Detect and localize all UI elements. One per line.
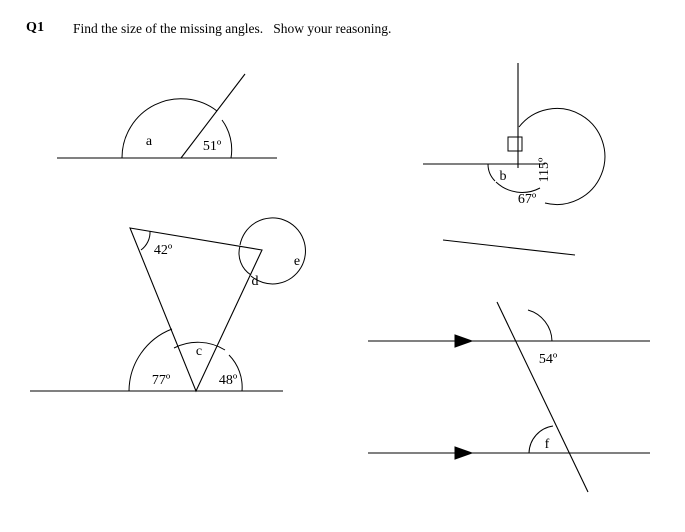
- question-number: Q1: [26, 20, 45, 35]
- fig2-label-67: 67º: [517, 192, 537, 207]
- fig2-label-115: 115º: [537, 157, 552, 183]
- fig3-label-48: 48º: [218, 373, 238, 388]
- fig2-arc-115: [519, 108, 605, 204]
- fig2-label-b: b: [499, 169, 507, 184]
- fig2-slant-line: [443, 240, 575, 255]
- fig1-arc-51: [222, 120, 232, 158]
- question-text: Find the size of the missing angles. Show your reasoning.: [73, 21, 392, 36]
- figure-parallel-lines-54-f: [368, 302, 650, 492]
- fig3-label-c: c: [195, 344, 203, 359]
- fig4-arc-f: [529, 426, 553, 453]
- fig4-label-f: f: [544, 437, 550, 452]
- fig4-arc-54: [528, 310, 552, 341]
- figure-angle-a-51: [57, 74, 277, 158]
- fig4-transversal-line: [497, 302, 588, 492]
- fig3-label-e: e: [293, 254, 301, 269]
- fig3-label-42: 42º: [153, 243, 173, 258]
- fig3-triangle: [130, 228, 262, 391]
- fig3-label-77: 77º: [151, 373, 171, 388]
- fig2-right-angle-marker: [508, 137, 522, 151]
- fig1-label-51: 51º: [202, 139, 222, 154]
- fig3-arc-d: [239, 246, 251, 275]
- fig1-label-a: a: [145, 134, 153, 149]
- figure-angle-b-67-115: [423, 63, 605, 255]
- fig4-label-54: 54º: [538, 352, 558, 367]
- fig3-arc-42: [141, 231, 150, 250]
- fig4-top-arrow-marker: [455, 335, 472, 347]
- fig3-label-d: d: [251, 274, 259, 289]
- fig4-bottom-arrow-marker: [455, 447, 472, 459]
- figure-triangle-c-d-e: [30, 218, 305, 391]
- fig2-arc-b: [488, 164, 495, 181]
